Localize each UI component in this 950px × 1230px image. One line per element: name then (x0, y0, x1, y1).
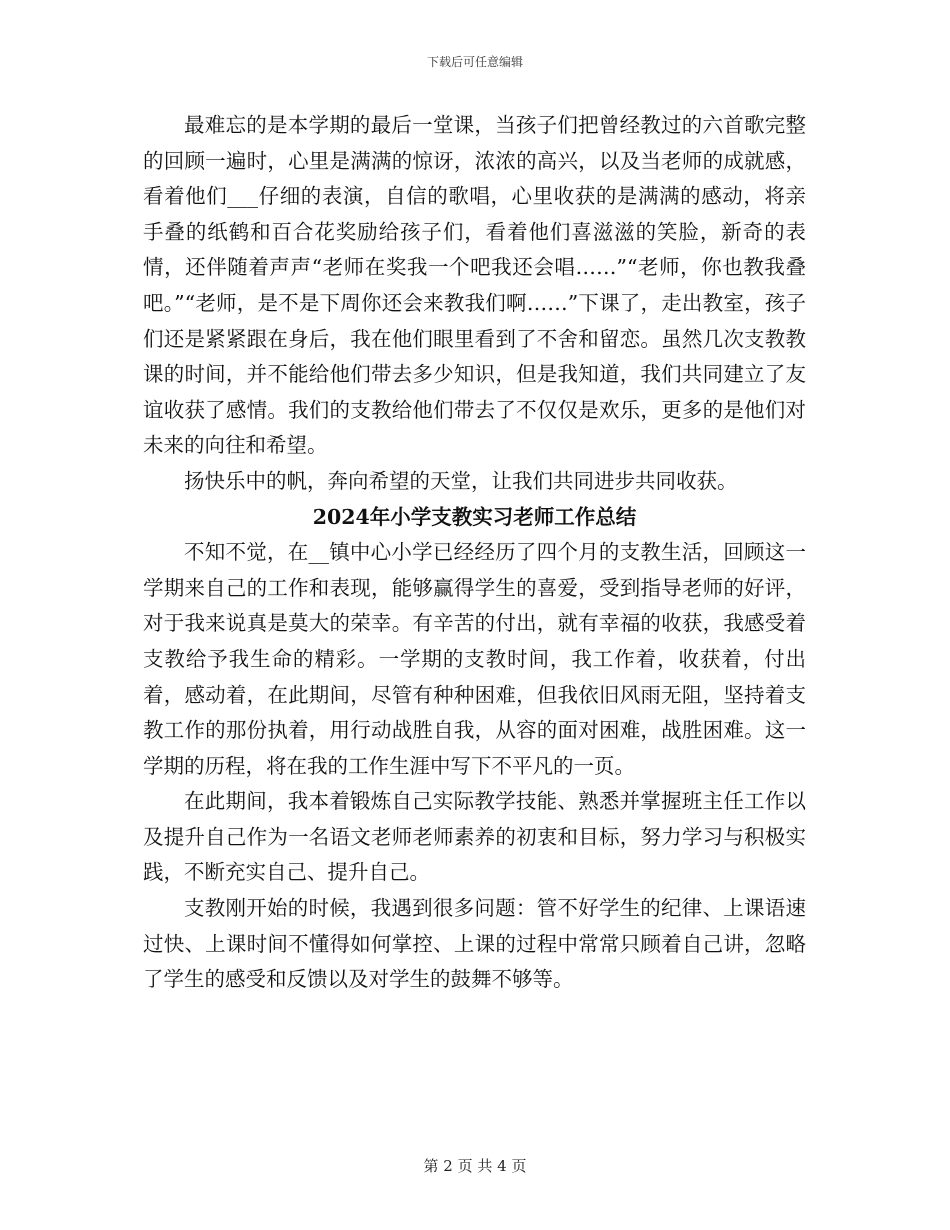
paragraph-problems: 支教刚开始的时候，我遇到很多问题：管不好学生的纪律、上课语速过快、上课时间不懂得如何掌控、上课的过程中常常只顾着自己讲，忽略了学生的感受和反馈以及对学生的鼓舞不够等。 (143, 896, 806, 992)
page-number: 第 2 页 共 4 页 (423, 1157, 527, 1175)
paragraph-closing: 扬快乐中的帆，奔向希望的天堂，让我们共同进步共同收获。 (184, 468, 738, 493)
paragraph-intro: 不知不觉，在__镇中心小学已经经历了四个月的支教生活，回顾这一学期来自己的工作和表现，能够赢得学生的喜爱，受到指导老师的好评，对于我来说真是莫大的荣幸。有辛苦的付出，就有幸福的收获，我感受着支教给予我生命的精彩。一学期的支教时间，我工作着，收获着，付出着，感动着，在此期间，尽管有种种困难，但我依旧风雨无阻，坚持着支教工作的那份执着，用行动战胜自我，从容的面对困难，战胜困难。这一学期的历程，将在我的工作生涯中写下不平凡的一页。 (143, 540, 806, 778)
section-title: 2024年小学支教实习老师工作总结 (312, 504, 637, 529)
paragraph-last-class: 最难忘的是本学期的最后一堂课，当孩子们把曾经教过的六首歌完整的回顾一遍时，心里是满满的惊讶，浓浓的高兴，以及当老师的成就感，看着他们___仔细的表演，自信的歌唱，心里收获的是满满的感动，将亲手叠的纸鹤和百合花奖励给孩子们，看着他们喜滋滋的笑脸，新奇的表情，还伴随着声声“老师在奖我一个吧我还会唱……”“老师，你也教我叠吧。”“老师，是不是下周你还会来教我们啊……”下课了，走出教室，孩子们还是紧紧跟在身后，我在他们眼里看到了不舍和留恋。虽然几次支教教课的时间，并不能给他们带去多少知识，但是我知道，我们共同建立了友谊收获了感情。我们的支教给他们带去了不仅仅是欢乐，更多的是他们对未来的向往和希望。 (143, 113, 806, 458)
document-body (143, 108, 806, 998)
page-header: 下载后可任意编辑 (426, 55, 523, 69)
paragraph-goals: 在此期间，我本着锻炼自己实际教学技能、熟悉并掌握班主任工作以及提升自己作为一名语文老师老师素养的初衷和目标，努力学习与积极实践，不断充实自己、提升自己。 (143, 789, 806, 885)
